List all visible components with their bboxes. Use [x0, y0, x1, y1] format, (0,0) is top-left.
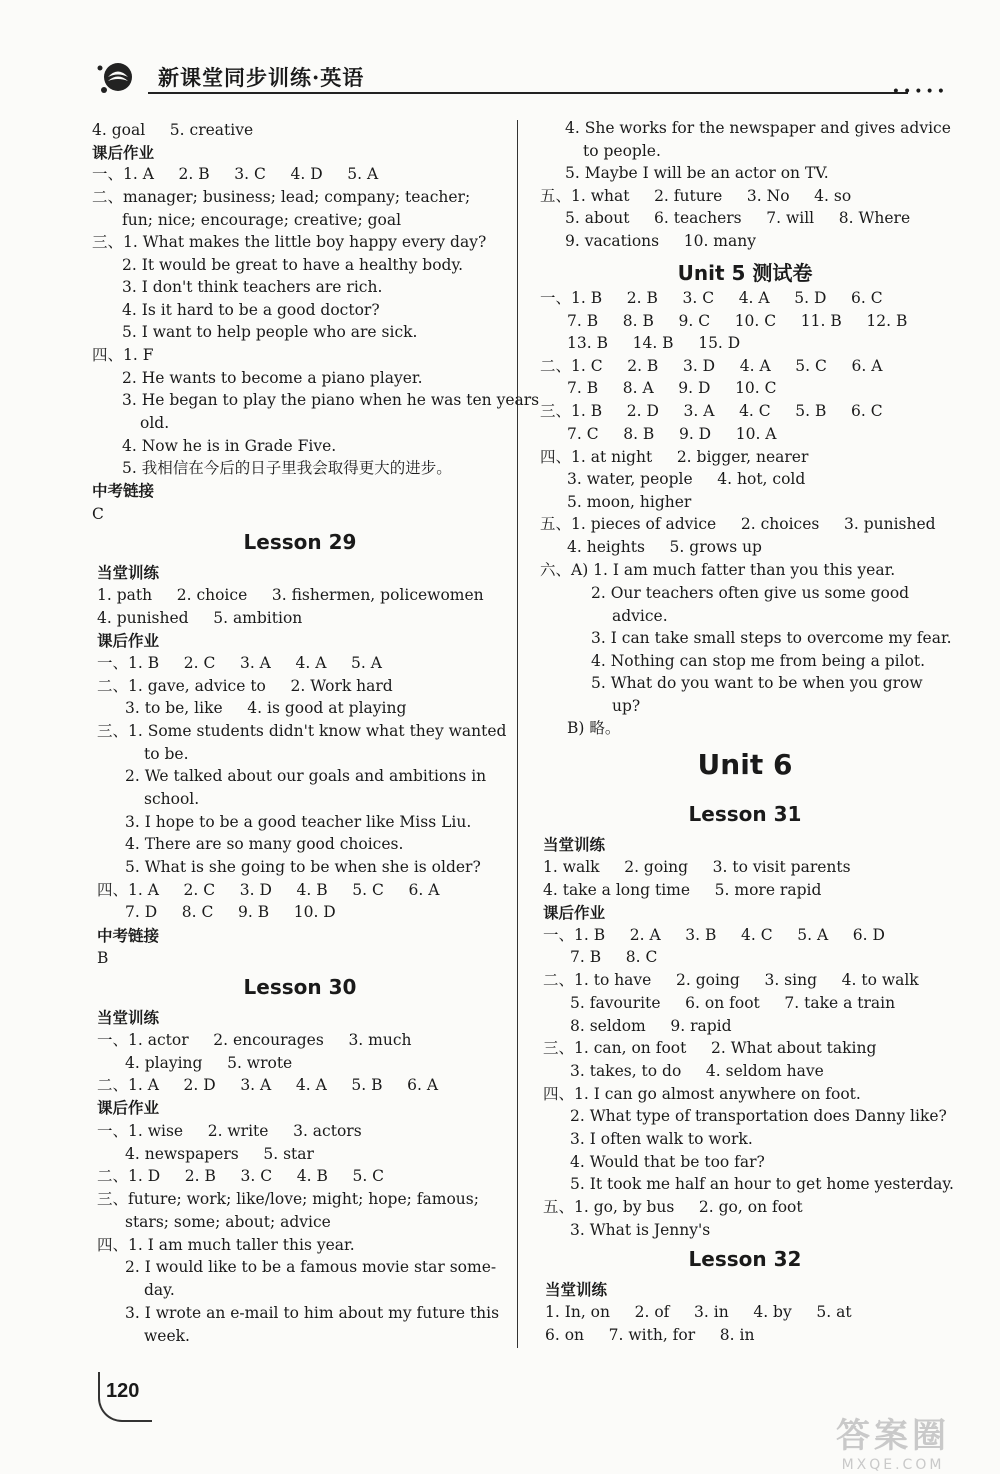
answer-line: B — [97, 949, 109, 967]
answer-line: 3. takes, to do 4. seldom have — [570, 1062, 824, 1080]
answer-line: 三、1. What makes the little boy happy every day? — [92, 233, 487, 251]
answer-line: 二、manager; business; lead; company; teacher; — [92, 188, 471, 206]
answer-line: 四、1. I am much taller this year. — [97, 1236, 355, 1254]
answer-line: 4. punished 5. ambition — [97, 609, 303, 627]
answer-line: 7. B 8. A 9. D 10. C — [567, 379, 777, 397]
answer-line: 1. walk 2. going 3. to visit parents — [543, 858, 851, 876]
answer-line: 一、1. A 2. B 3. C 4. D 5. A — [92, 165, 379, 183]
section-label: 课后作业 — [97, 632, 160, 650]
answer-line: 二、1. gave, advice to 2. Work hard — [97, 677, 393, 695]
answer-line: 一、1. B 2. B 3. C 4. A 5. D 6. C — [540, 289, 883, 307]
section-label: 当堂训练 — [97, 1009, 160, 1027]
book-logo-icon — [94, 60, 134, 96]
page-number: 120 — [106, 1380, 140, 1402]
answer-line: 4. heights 5. grows up — [567, 538, 762, 556]
answer-line: 二、1. to have 2. going 3. sing 4. to walk — [543, 971, 919, 989]
answer-line: 4. goal 5. creative — [92, 121, 254, 139]
answer-line: 一、1. wise 2. write 3. actors — [97, 1122, 362, 1140]
answer-line: 5. moon, higher — [567, 493, 692, 511]
answer-line: 3. I don't think teachers are rich. — [122, 278, 383, 296]
answer-line: fun; nice; encourage; creative; goal — [122, 211, 402, 229]
section-label: 当堂训练 — [543, 836, 606, 854]
answer-line: old. — [140, 414, 170, 432]
answer-line: 5. 我相信在今后的日子里我会取得更大的进步。 — [122, 459, 452, 477]
answer-line: 3. He began to play the piano when he was ten years — [122, 391, 540, 409]
answer-line: 4. She works for the newspaper and gives advice — [565, 119, 951, 137]
unit-title: Unit 6 — [697, 748, 793, 781]
answer-line: C — [92, 505, 104, 523]
answer-line: 二、1. D 2. B 3. C 4. B 5. C — [97, 1167, 385, 1185]
answer-line: 2. I would like to be a famous movie star some- — [125, 1258, 497, 1276]
section-label: 中考链接 — [92, 482, 155, 500]
answer-line: 5. What do you want to be when you grow — [591, 674, 923, 692]
answer-line: 5. Maybe I will be an actor on TV. — [565, 164, 829, 182]
answer-line: 六、A) 1. I am much fatter than you this year. — [540, 561, 896, 579]
answer-line: to people. — [583, 142, 661, 160]
answer-line: 2. Our teachers often give us some good — [591, 584, 910, 602]
header-rule — [148, 92, 908, 94]
answer-line: 3. water, people 4. hot, cold — [567, 470, 806, 488]
answer-line: to be. — [144, 745, 189, 763]
section-label: 课后作业 — [97, 1099, 160, 1117]
header-title: 新课堂同步训练·英语 — [158, 65, 365, 90]
answer-line: 五、1. what 2. future 3. No 4. so — [540, 187, 852, 205]
answer-line: 四、1. A 2. C 3. D 4. B 5. C 6. A — [97, 881, 440, 899]
lesson-heading: Lesson 30 — [243, 975, 357, 999]
answer-line: 3. I hope to be a good teacher like Miss Liu. — [125, 813, 472, 831]
answer-line: 二、1. A 2. D 3. A 4. A 5. B 6. A — [97, 1076, 439, 1094]
answer-line: 2. We talked about our goals and ambitions in — [125, 767, 487, 785]
watermark — [836, 1408, 950, 1473]
answer-line: school. — [144, 790, 200, 808]
answer-line: 三、1. B 2. D 3. A 4. C 5. B 6. C — [540, 402, 883, 420]
answer-line: 3. What is Jenny's — [570, 1221, 711, 1239]
lesson-heading: Lesson 31 — [688, 802, 802, 826]
answer-line: 三、1. Some students didn't know what they wanted — [97, 722, 507, 740]
answer-line: 5. I want to help people who are sick. — [122, 323, 418, 341]
answer-line: 9. vacations 10. many — [565, 232, 756, 250]
section-label: 中考链接 — [97, 927, 160, 945]
answer-line: 4. playing 5. wrote — [125, 1054, 293, 1072]
answer-line: 4. Is it hard to be a good doctor? — [122, 301, 380, 319]
answer-line: week. — [144, 1327, 190, 1345]
answer-line: 4. Nothing can stop me from being a pilot. — [591, 652, 926, 670]
answer-line: 2. It would be great to have a healthy body. — [122, 256, 464, 274]
section-label: 课后作业 — [92, 144, 155, 162]
answer-line: 7. C 8. B 9. D 10. A — [567, 425, 777, 443]
answer-line: 4. Would that be too far? — [570, 1153, 765, 1171]
watermark-logo-text: 答案圈 — [836, 1416, 950, 1456]
answer-line: 5. It took me half an hour to get home yesterday. — [570, 1175, 954, 1193]
answer-line: 3. I can take small steps to overcome my fear. — [591, 629, 952, 647]
answer-line: 7. B 8. B 9. C 10. C 11. B 12. B — [567, 312, 908, 330]
column-divider — [517, 120, 518, 1348]
answer-line: 4. Now he is in Grade Five. — [122, 437, 337, 455]
answer-line: 7. B 8. C — [570, 948, 658, 966]
answer-line: 7. D 8. C 9. B 10. D — [125, 903, 336, 921]
answer-line: 1. In, on 2. of 3. in 4. by 5. at — [545, 1303, 852, 1321]
answer-line: 5. What is she going to be when she is older? — [125, 858, 481, 876]
answer-line: 二、1. C 2. B 3. D 4. A 5. C 6. A — [540, 357, 883, 375]
answer-line: 1. path 2. choice 3. fishermen, policewomen — [97, 586, 484, 604]
answer-line: 四、1. I can go almost anywhere on foot. — [543, 1085, 861, 1103]
answer-line: 三、future; work; like/love; might; hope; famous; — [97, 1190, 479, 1208]
answer-line: advice. — [612, 607, 668, 625]
answer-line: 6. on 7. with, for 8. in — [545, 1326, 755, 1344]
answer-line: 4. newspapers 5. star — [125, 1145, 314, 1163]
answer-line: 3. I often walk to work. — [570, 1130, 753, 1148]
answer-line: 五、1. go, by bus 2. go, on foot — [543, 1198, 803, 1216]
lesson-heading: Unit 5 测试卷 — [677, 261, 813, 285]
answer-line: 5. about 6. teachers 7. will 8. Where — [565, 209, 911, 227]
answer-line: 三、1. can, on foot 2. What about taking — [543, 1039, 877, 1057]
section-label: 当堂训练 — [545, 1281, 608, 1299]
answer-line: 四、1. at night 2. bigger, nearer — [540, 448, 809, 466]
answer-line: up? — [612, 697, 641, 715]
answer-line: 4. take a long time 5. more rapid — [543, 881, 822, 899]
answer-line: 一、1. B 2. A 3. B 4. C 5. A 6. D — [543, 926, 885, 944]
answer-line: 3. to be, like 4. is good at playing — [125, 699, 407, 717]
answer-line: 4. There are so many good choices. — [125, 835, 404, 853]
section-label: 课后作业 — [543, 904, 606, 922]
answer-line: 一、1. actor 2. encourages 3. much — [97, 1031, 412, 1049]
answer-line: day. — [144, 1281, 175, 1299]
answer-line: 2. He wants to become a piano player. — [122, 369, 423, 387]
watermark-url: MXQE.COM — [841, 1457, 945, 1473]
answer-line: 3. I wrote an e-mail to him about my future this — [125, 1304, 500, 1322]
header-dots: ••••• — [891, 84, 948, 100]
answer-line: 5. favourite 6. on foot 7. take a train — [570, 994, 896, 1012]
page-header — [88, 58, 948, 98]
answer-line: 五、1. pieces of advice 2. choices 3. punished — [540, 515, 936, 533]
answer-line: stars; some; about; advice — [125, 1213, 331, 1231]
answer-line: B) 略。 — [567, 719, 621, 737]
answer-line: 13. B 14. B 15. D — [567, 334, 741, 352]
lesson-heading: Lesson 29 — [243, 530, 357, 554]
answer-line: 2. What type of transportation does Danny like? — [570, 1107, 947, 1125]
lesson-heading: Lesson 32 — [688, 1247, 802, 1271]
answer-line: 四、1. F — [92, 346, 154, 364]
answer-line: 一、1. B 2. C 3. A 4. A 5. A — [97, 654, 382, 672]
answer-line: 8. seldom 9. rapid — [570, 1017, 732, 1035]
section-label: 当堂训练 — [97, 564, 160, 582]
